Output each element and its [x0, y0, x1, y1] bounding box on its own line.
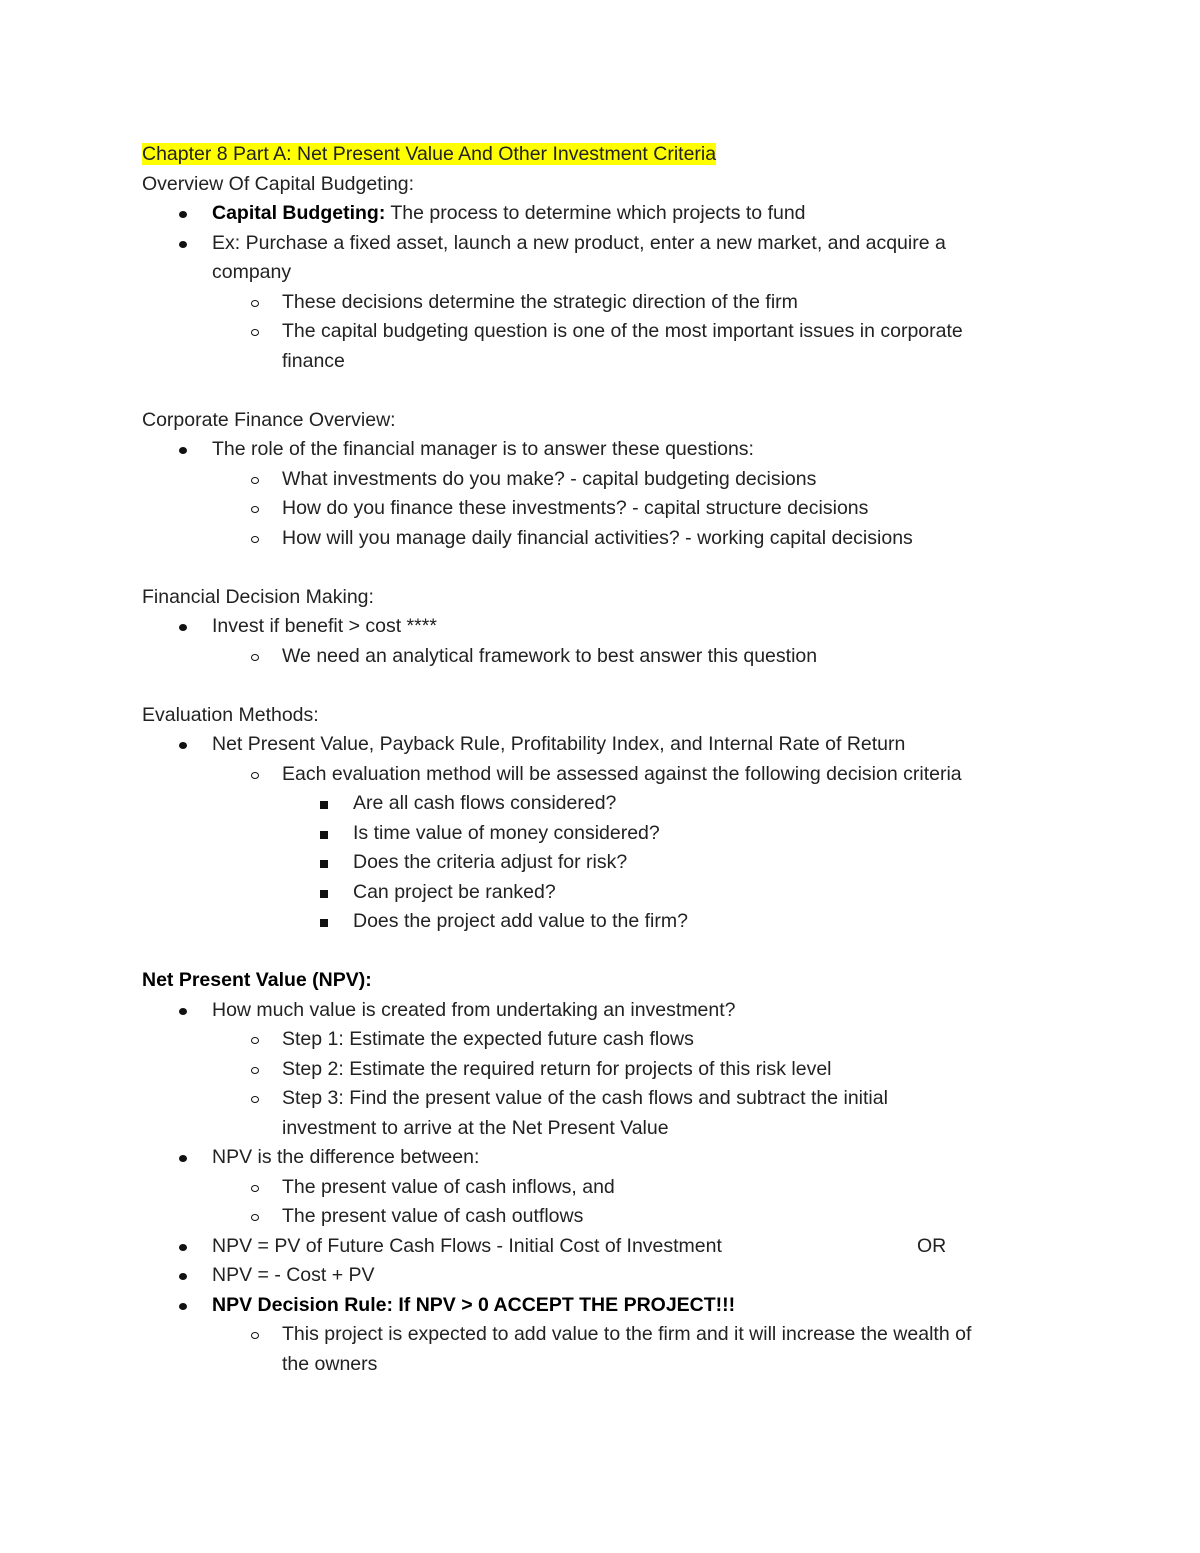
sub-list-item-text: What investments do you make? - capital budgeting decisions	[282, 467, 817, 490]
list-item	[142, 199, 1062, 229]
hollow-circle-bullet-icon	[251, 1096, 259, 1103]
list-item	[142, 435, 1062, 465]
filled-circle-bullet-icon	[179, 1303, 187, 1310]
sub-list-item-continuation: the owners	[282, 1352, 378, 1375]
list-item	[142, 730, 1062, 760]
list-item	[142, 1232, 1062, 1262]
filled-circle-bullet-icon	[179, 624, 187, 631]
highlighted-title: Chapter 8 Part A: Net Present Value And Other Investment Criteria	[142, 143, 717, 165]
square-bullet-icon	[320, 890, 328, 898]
sub-list-item-text: The present value of cash inflows, and	[282, 1175, 615, 1198]
criteria-item	[142, 848, 1062, 878]
sub-list-item-text: These decisions determine the strategic direction of the firm	[282, 290, 798, 313]
overview-heading: Overview Of Capital Budgeting:	[142, 172, 415, 195]
sub-list-item-text: The capital budgeting question is one of the most important issues in corporate	[282, 320, 963, 342]
npv-formula-text: NPV = PV of Future Cash Flows - Initial Cost of Investment	[212, 1234, 722, 1257]
sub-list-item	[142, 1084, 1062, 1114]
sub-list-item	[142, 760, 1062, 790]
hollow-circle-bullet-icon	[251, 1185, 259, 1192]
square-bullet-icon	[320, 801, 328, 809]
square-bullet-icon	[320, 860, 328, 868]
square-bullet-icon	[320, 831, 328, 839]
sub-list-item	[142, 317, 1062, 347]
hollow-circle-bullet-icon	[251, 772, 259, 779]
sub-list-item	[142, 642, 1062, 672]
filled-circle-bullet-icon	[179, 1273, 187, 1280]
sub-list-item-text: Step 2: Estimate the required return for projects of this risk level	[282, 1057, 832, 1080]
corporate-heading: Corporate Finance Overview:	[142, 408, 396, 431]
hollow-circle-bullet-icon	[251, 329, 259, 336]
sub-list-item	[142, 288, 1062, 318]
criteria-item	[142, 878, 1062, 908]
document-page	[142, 140, 1062, 1379]
list-item	[142, 1261, 1062, 1291]
or-label: OR	[917, 1234, 947, 1257]
sub-list-item-text: How will you manage daily financial activities? - working capital decisions	[282, 526, 913, 549]
sub-list-item-text: The present value of cash outflows	[282, 1205, 584, 1227]
filled-circle-bullet-icon	[179, 742, 187, 749]
filled-circle-bullet-icon	[179, 211, 187, 218]
criteria-text: Are all cash flows considered?	[353, 792, 617, 814]
hollow-circle-bullet-icon	[251, 1332, 259, 1339]
sub-list-item-text: This project is expected to add value to the firm and it will increase the wealth of	[282, 1323, 972, 1345]
sub-list-item-text: We need an analytical framework to best answer this question	[282, 644, 818, 667]
criteria-text: Can project be ranked?	[353, 880, 556, 903]
criteria-text: Is time value of money considered?	[353, 821, 660, 844]
decision-heading: Financial Decision Making:	[142, 585, 374, 608]
sub-list-item	[142, 465, 1062, 495]
hollow-circle-bullet-icon	[251, 477, 259, 484]
sub-list-item	[142, 1025, 1062, 1055]
sub-list-item-text: Each evaluation method will be assessed against the following decision criteria	[282, 762, 962, 785]
sub-list-item	[142, 494, 1062, 524]
sub-list-item	[142, 1320, 1062, 1350]
hollow-circle-bullet-icon	[251, 1214, 259, 1221]
list-item	[142, 229, 1062, 259]
sub-list-item-text: How do you finance these investments? - capital structure decisions	[282, 497, 869, 519]
criteria-text: Does the project add value to the firm?	[353, 910, 688, 932]
sub-list-item-continuation: finance	[282, 349, 345, 372]
list-item	[142, 996, 1062, 1026]
list-item-text: The role of the financial manager is to answer these questions:	[212, 438, 754, 460]
filled-circle-bullet-icon	[179, 241, 187, 248]
definition-text: The process to determine which projects to fund	[385, 202, 806, 224]
npv-decision-rule: NPV Decision Rule: If NPV > 0 ACCEPT THE PROJECT!!!	[212, 1293, 736, 1316]
hollow-circle-bullet-icon	[251, 300, 259, 307]
filled-circle-bullet-icon	[179, 447, 187, 454]
npv-heading: Net Present Value (NPV):	[142, 969, 372, 991]
filled-circle-bullet-icon	[179, 1008, 187, 1015]
hollow-circle-bullet-icon	[251, 654, 259, 661]
hollow-circle-bullet-icon	[251, 536, 259, 543]
criteria-item	[142, 819, 1062, 849]
filled-circle-bullet-icon	[179, 1244, 187, 1251]
criteria-item	[142, 789, 1062, 819]
square-bullet-icon	[320, 919, 328, 927]
criteria-text: Does the criteria adjust for risk?	[353, 851, 628, 873]
sub-list-item	[142, 524, 1062, 554]
list-item	[142, 1143, 1062, 1173]
sub-list-item-text: Step 1: Estimate the expected future cash flows	[282, 1028, 694, 1050]
list-item-text: NPV is the difference between:	[212, 1146, 480, 1168]
hollow-circle-bullet-icon	[251, 1067, 259, 1074]
hollow-circle-bullet-icon	[251, 1037, 259, 1044]
list-item-continuation: company	[212, 261, 292, 283]
npv-formula-alt-text: NPV = - Cost + PV	[212, 1264, 375, 1286]
list-item	[142, 1291, 1062, 1321]
list-item-text: Ex: Purchase a fixed asset, launch a new product, enter a new market, and acquire a	[212, 231, 946, 254]
chapter-title	[142, 140, 1062, 170]
hollow-circle-bullet-icon	[251, 506, 259, 513]
sub-list-item	[142, 1173, 1062, 1203]
list-item-text: How much value is created from undertaking an investment?	[212, 998, 736, 1021]
sub-list-item-continuation: investment to arrive at the Net Present Value	[282, 1116, 669, 1139]
filled-circle-bullet-icon	[179, 1155, 187, 1162]
list-item	[142, 612, 1062, 642]
list-item-text: Net Present Value, Payback Rule, Profitability Index, and Internal Rate of Return	[212, 733, 906, 755]
sub-list-item	[142, 1202, 1062, 1232]
evaluation-heading: Evaluation Methods:	[142, 703, 319, 726]
sub-list-item	[142, 1055, 1062, 1085]
term-capital-budgeting: Capital Budgeting:	[212, 202, 386, 224]
sub-list-item-text: Step 3: Find the present value of the cash flows and subtract the initial	[282, 1087, 888, 1109]
list-item-text: Invest if benefit > cost ****	[212, 615, 437, 637]
criteria-item	[142, 907, 1062, 937]
